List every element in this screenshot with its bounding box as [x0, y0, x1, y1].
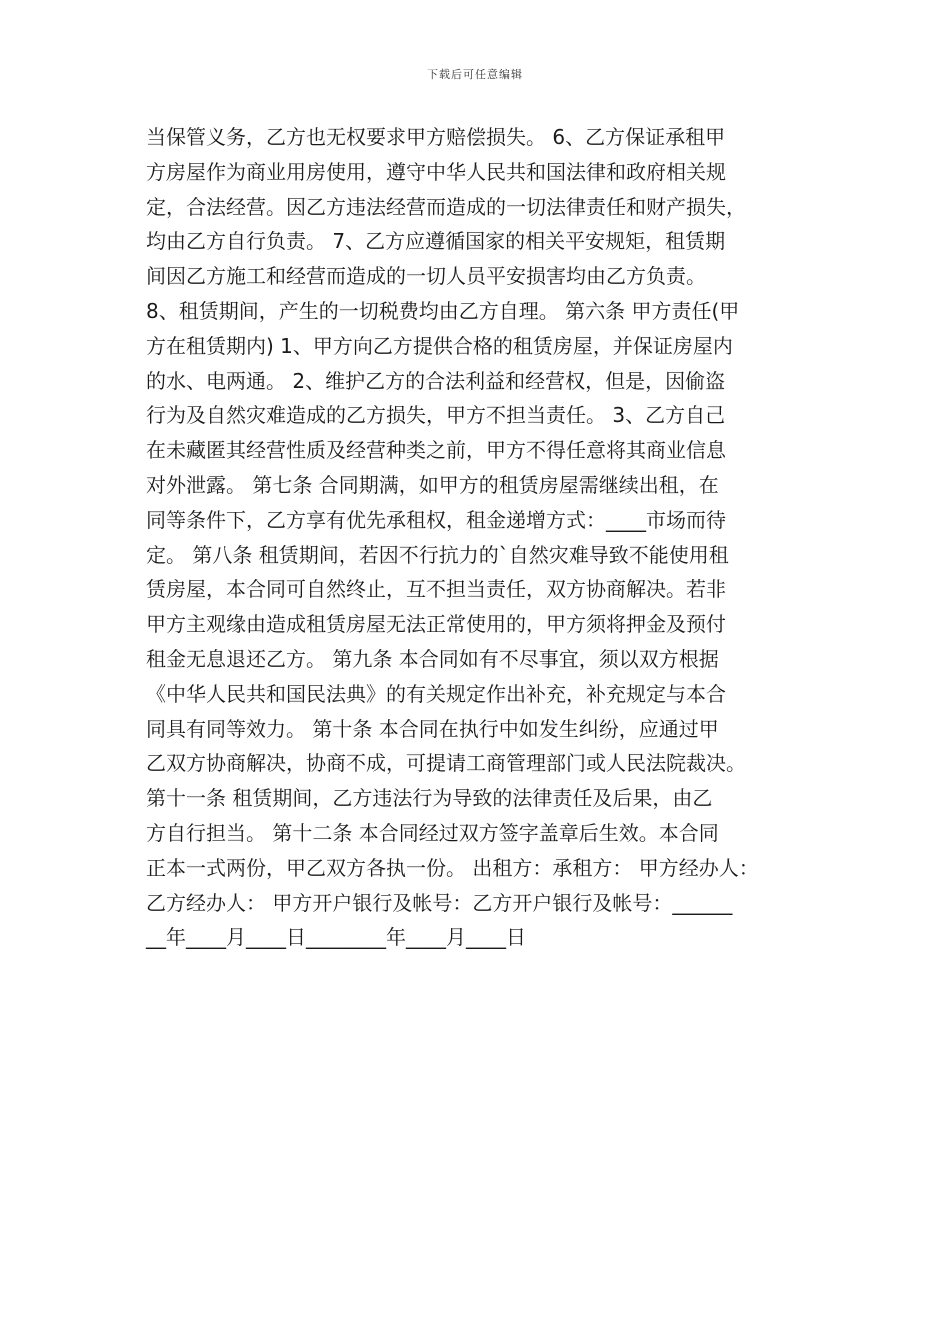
body-line: 均由乙方自行负责。 7、乙方应遵循国家的相关平安规矩，租赁期 — [146, 229, 726, 254]
body-line: 《中华人民共和国民法典》的有关规定作出补充，补充规定与本合 — [146, 681, 726, 706]
body-line: __年____月____日________年____月____日 — [146, 925, 526, 950]
body-line: 乙双方协商解决，协商不成，可提请工商管理部门或人民法院裁决。 — [146, 751, 746, 776]
page-header: 下载后可任意编辑 — [427, 68, 523, 81]
document-body — [146, 120, 826, 955]
body-line: 的水、电两通。 2、维护乙方的合法利益和经营权，但是，因偷盗 — [146, 368, 726, 393]
body-line: 定，合法经营。因乙方违法经营而造成的一切法律责任和财产损失， — [146, 194, 746, 219]
body-line: 对外泄露。 第七条 合同期满，如甲方的租赁房屋需继续出租，在 — [146, 472, 719, 497]
body-line: 第十一条 租赁期间，乙方违法行为导致的法律责任及后果，由乙 — [146, 786, 713, 811]
body-line: 赁房屋，本合同可自然终止，互不担当责任，双方协商解决。若非 — [146, 577, 726, 602]
body-line: 方在租赁期内) 1、甲方向乙方提供合格的租赁房屋，并保证房屋内 — [146, 333, 733, 358]
body-line: 租金无息退还乙方。 第九条 本合同如有不尽事宜，须以双方根据 — [146, 646, 719, 671]
body-line: 行为及自然灾难造成的乙方损失，甲方不担当责任。 3、乙方自己 — [146, 403, 726, 428]
body-line: 正本一式两份，甲乙双方各执一份。 出租方：承租方： 甲方经办人： — [146, 855, 759, 880]
body-line: 乙方经办人： 甲方开户银行及帐号：乙方开户银行及帐号：______ — [146, 890, 733, 915]
body-line: 定。 第八条 租赁期间，若因不行抗力的`自然灾难导致不能使用租 — [146, 542, 729, 567]
body-line: 在未藏匿其经营性质及经营种类之前，甲方不得任意将其商业信息 — [146, 438, 726, 463]
body-line: 方自行担当。 第十二条 本合同经过双方签字盖章后生效。本合同 — [146, 820, 719, 845]
body-line: 甲方主观缘由造成租赁房屋无法正常使用的，甲方须将押金及预付 — [146, 612, 726, 637]
body-line: 同等条件下，乙方享有优先承租权，租金递增方式：____市场而待 — [146, 507, 726, 532]
body-line: 方房屋作为商业用房使用，遵守中华人民共和国法律和政府相关规 — [146, 159, 726, 184]
body-line: 间因乙方施工和经营而造成的一切人员平安损害均由乙方负责。 — [146, 264, 706, 289]
body-line: 当保管义务，乙方也无权要求甲方赔偿损失。 6、乙方保证承租甲 — [146, 125, 726, 149]
body-line: 8、租赁期间，产生的一切税费均由乙方自理。 第六条 甲方责任(甲 — [146, 298, 740, 323]
body-line: 同具有同等效力。 第十条 本合同在执行中如发生纠纷，应通过甲 — [146, 716, 719, 741]
